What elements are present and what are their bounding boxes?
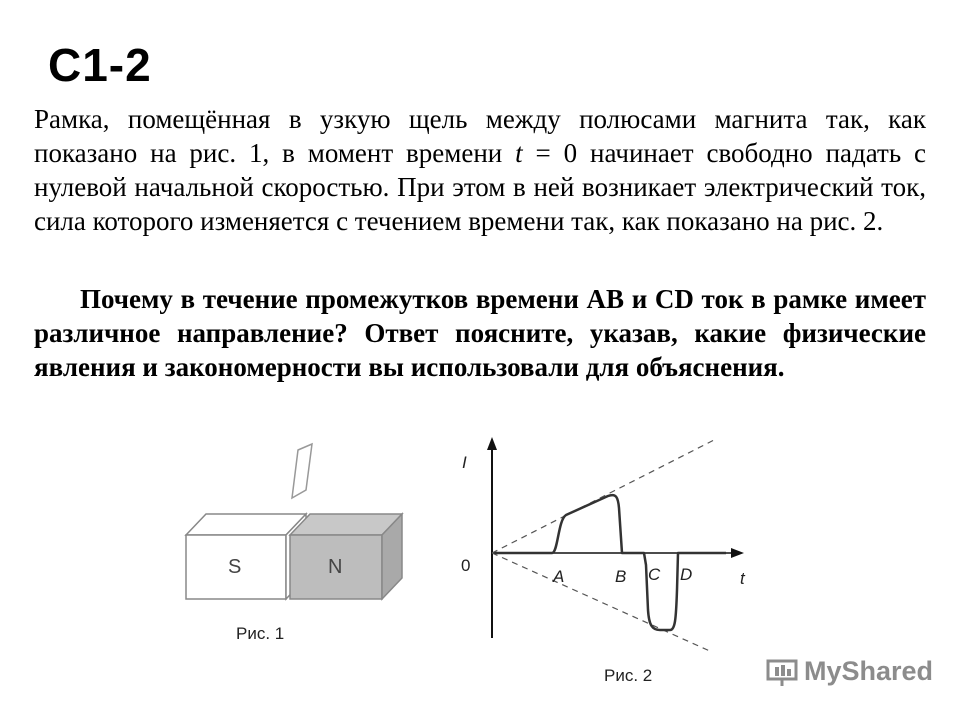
falling-frame xyxy=(292,444,312,498)
figure-1-magnets xyxy=(180,440,400,620)
point-c-label: C xyxy=(648,565,661,584)
figure-1-caption: Рис. 1 xyxy=(236,624,285,643)
statement-part-2: = 0 начинает свободно падать с нулевой начальной скоростью. При этом в ней возникает электрический ток, сила которого изменяется с течением времени так, как показано на рис. 2. xyxy=(34,138,926,236)
origin-label: 0 xyxy=(461,556,471,575)
figure-2-graph xyxy=(450,432,770,662)
y-axis-arrow xyxy=(487,437,497,450)
magnet-s-label: S xyxy=(228,556,242,578)
figure-2-caption: Рис. 2 xyxy=(604,666,653,685)
time-variable: t xyxy=(515,138,523,168)
problem-statement xyxy=(34,102,926,238)
magnet-n-label: N xyxy=(328,556,343,578)
watermark-text: MyShared xyxy=(804,656,934,686)
problem-question: Почему в течение промежутков времени АВ и CD ток в рамке имеет различное направление? Ответ поясните, указав, какие физические явления и закономерности вы использовали для объяснения. xyxy=(34,284,926,382)
x-axis-label: t xyxy=(740,569,745,588)
presentation-icon xyxy=(766,657,798,687)
statement-part-1: Рамка, помещённая в узкую щель между полюсами магнита так, как показано на рис. 1, в момент времени xyxy=(34,104,926,168)
envelope-lower xyxy=(492,553,712,652)
point-b-label: B xyxy=(615,567,627,586)
point-a-label: A xyxy=(553,567,565,586)
point-d-label: D xyxy=(680,565,693,584)
y-axis-label: I xyxy=(462,453,467,472)
current-curve xyxy=(495,495,726,630)
envelope-upper xyxy=(492,440,714,553)
magnet-s xyxy=(186,514,306,599)
slide-title: С1-2 xyxy=(48,39,152,91)
x-axis-arrow xyxy=(731,548,744,558)
watermark-logo xyxy=(766,656,933,687)
magnet-n xyxy=(290,514,402,599)
